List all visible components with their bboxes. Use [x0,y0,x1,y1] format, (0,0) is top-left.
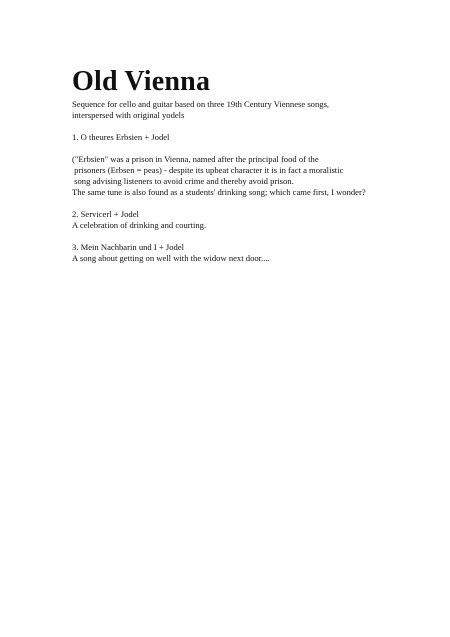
item-description-line: prisoners (Erbsen = peas) - despite its upbeat character it is in fact a moralistic [72,165,344,175]
item-heading: 2. Servicerl + Jodel [72,209,139,219]
item-description-line: ("Erbsien" was a prison in Vienna, named after the principal food of the [72,154,319,164]
item-3 [72,242,432,264]
item-heading: 1. O theures Erbsien + Jodel [72,132,170,142]
document-title: Old Vienna [72,66,211,97]
item-2 [72,209,432,231]
item-heading: 3. Mein Nachbarin und I + Jodel [72,242,185,252]
subtitle-line: Sequence for cello and guitar based on three 19th Century Viennese songs, [72,99,330,109]
item-1 [72,132,432,198]
subtitle [72,99,432,121]
item-description-line: A celebration of drinking and courting. [72,220,207,230]
document-content [72,66,432,264]
item-description-line: A song about getting on well with the widow next door.... [72,253,270,263]
item-description-line: song advising listeners to avoid crime and thereby avoid prison. [72,176,294,186]
subtitle-line: interspersed with original yodels [72,110,185,120]
item-description-line: The same tune is also found as a students' drinking song; which came first, I wonder? [72,187,366,197]
